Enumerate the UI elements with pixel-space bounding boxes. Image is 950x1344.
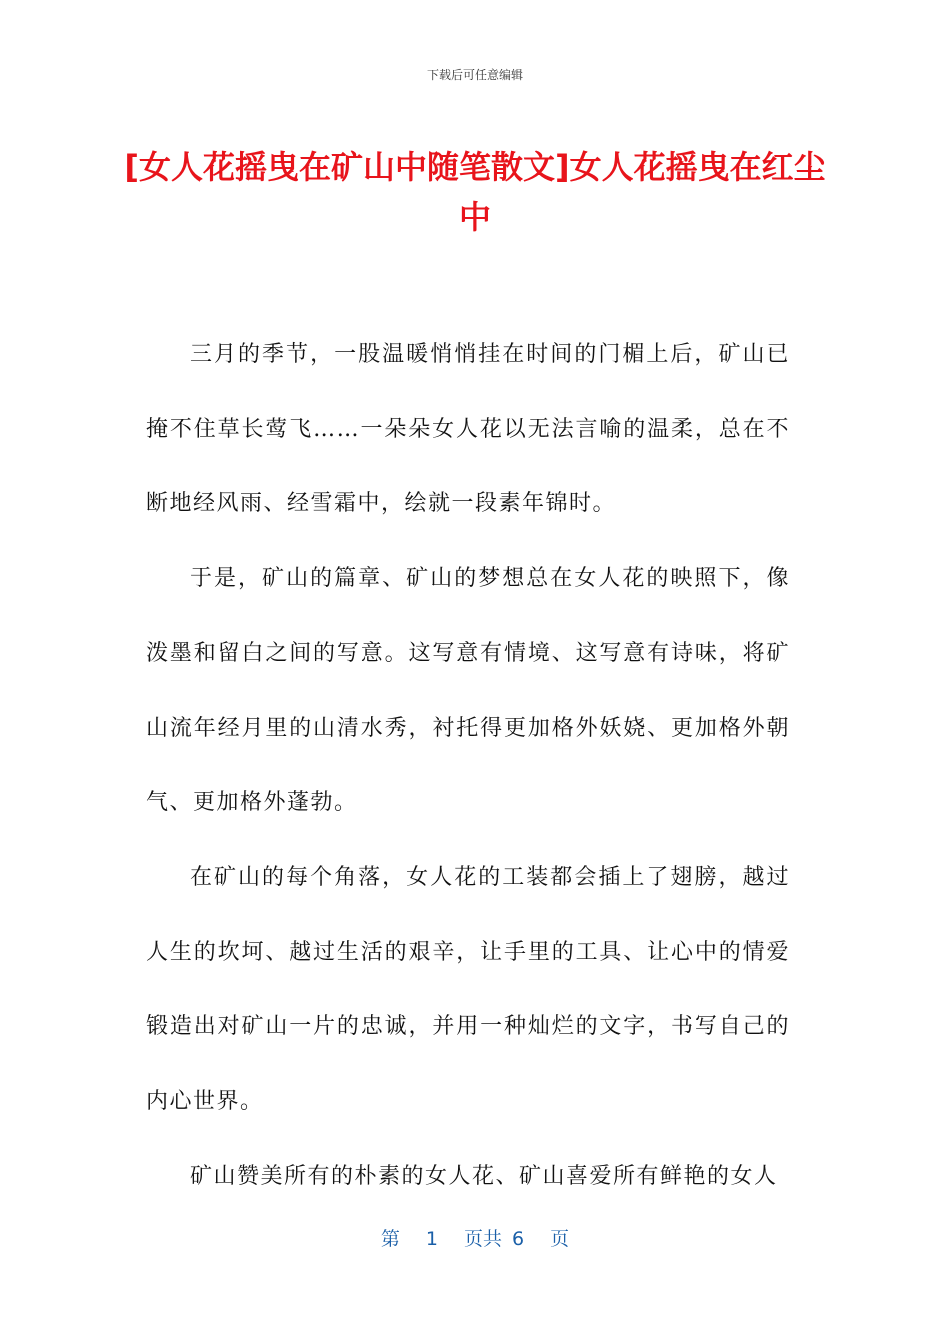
paragraph-3: 在矿山的每个角落，女人花的工装都会插上了翅膀，越过人生的坎坷、越过生活的艰辛，让手里的工具、让心中的情爱锻造出对矿山一片的忠诚，并用一种灿烂的文字，书写自己的内心世界。	[146, 864, 790, 1115]
paragraph-2: 于是，矿山的篇章、矿山的梦想总在女人花的映照下，像泼墨和留白之间的写意。这写意有情境、这写意有诗味，将矿山流年经月里的山清水秀，衬托得更加格外妖娆、更加格外朝气、更加格外蓬勃。	[146, 566, 790, 816]
paragraph-1: 三月的季节，一股温暖悄悄挂在时间的门楣上后，矿山已掩不住草长莺飞……一朵朵女人花以无法言喻的温柔，总在不断地经风雨、经雪霜中，绘就一段素年锦时。	[146, 342, 790, 517]
document-body	[146, 318, 790, 1214]
footer-suffix: 页	[550, 1228, 570, 1250]
footer-middle: 页共	[463, 1228, 502, 1250]
page-footer	[0, 1224, 950, 1251]
paragraph-4: 矿山赞美所有的朴素的女人花、矿山喜爱所有鲜艳的女人	[190, 1163, 778, 1189]
page-header-note: 下载后可任意编辑	[426, 68, 523, 82]
document-title: [女人花摇曳在矿山中随笔散文]女人花摇曳在红尘中	[124, 148, 826, 236]
footer-total-pages: 6	[512, 1228, 525, 1250]
footer-prefix: 第	[380, 1228, 400, 1250]
footer-current-page: 1	[425, 1228, 438, 1250]
